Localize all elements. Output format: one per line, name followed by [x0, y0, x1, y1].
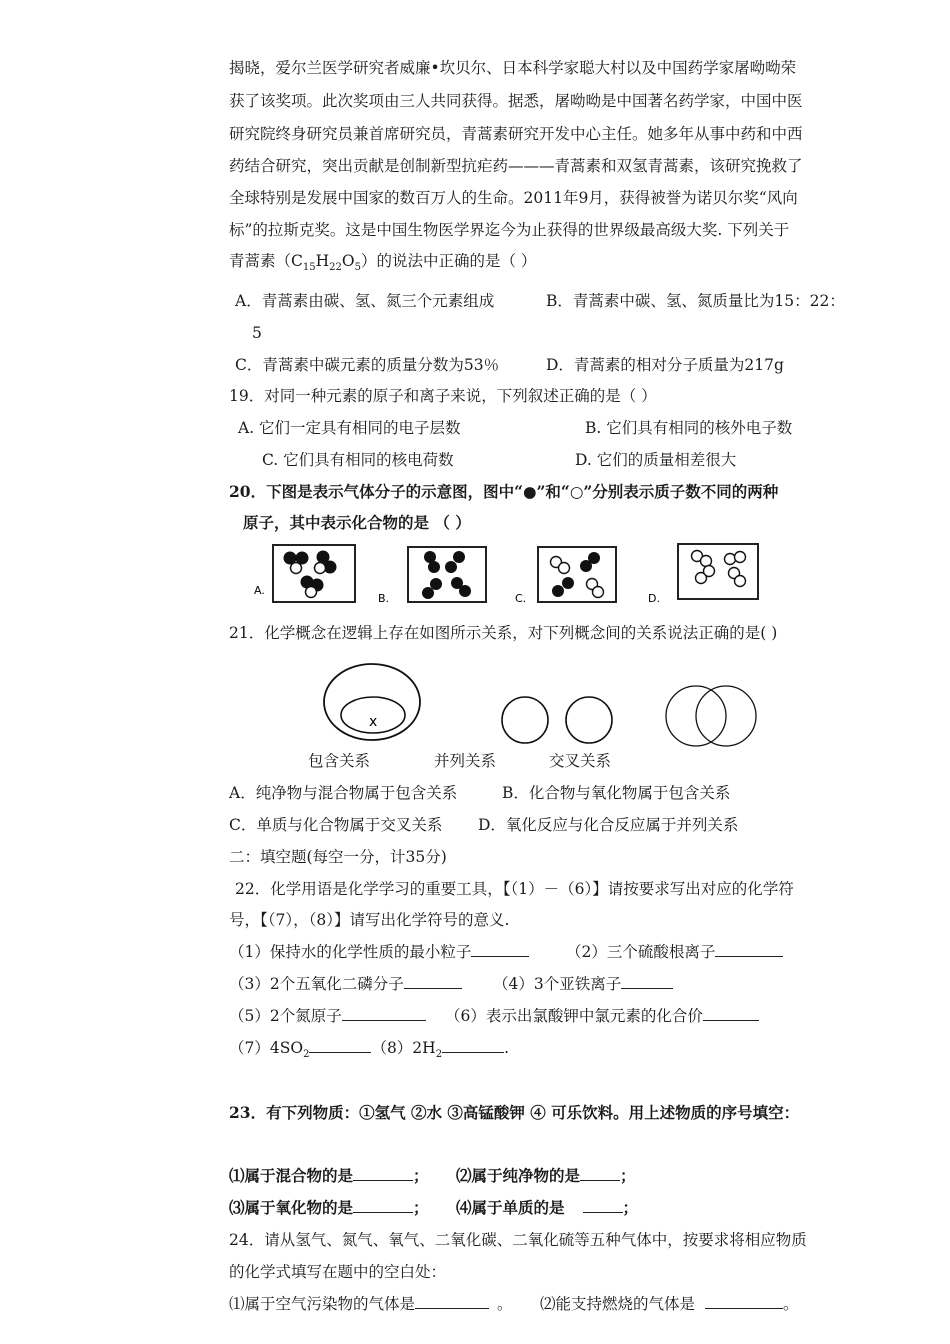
q23-part-2	[456, 1166, 636, 1186]
q23-stem: 23．有下列物质：①氢气 ②水 ③高锰酸钾 ④ 可乐饮料。用上述物质的序号填空：	[229, 1103, 800, 1122]
q22-item-2	[566, 942, 783, 962]
q22-blank-7[interactable]	[309, 1038, 371, 1053]
parallel-circle-left	[502, 697, 548, 743]
q22-item-7-8	[229, 1038, 509, 1065]
intro-line-6: 标”的拉斯克奖。这是中国生物医学界迄今为止获得的世界级最高级大奖. 下列关于	[229, 221, 790, 239]
intro-line-7	[229, 251, 536, 278]
q23-blank-1[interactable]	[353, 1166, 413, 1181]
q22-item-4	[493, 974, 673, 994]
formula-o: O	[341, 252, 355, 270]
q23-blank-3[interactable]	[353, 1198, 413, 1213]
q22-stem-line-1: 22．化学用语是化学学习的重要工具，【（1）－（6）】请按要求写出对应的化学符	[235, 880, 794, 898]
q22-blank-3[interactable]	[404, 974, 462, 989]
q24-part-1	[229, 1294, 513, 1314]
q22-blank-4[interactable]	[621, 974, 673, 989]
contain-x-label: x	[369, 714, 378, 730]
q19-option-d: D. 它们的质量相差很大	[575, 451, 737, 469]
formula-suffix: ）的说法中正确的是（ ）	[360, 252, 537, 270]
q23-sep-1: ；	[413, 1166, 429, 1185]
q18-option-a: A．青蒿素由碳、氢、氮三个元素组成	[235, 292, 495, 310]
q21-option-b: B．化合物与氧化物属于包含关系	[502, 784, 731, 802]
q22-stem-line-2: 号，【（7），（8）】请写出化学符号的意义.	[229, 911, 510, 929]
q21-option-d: D．氧化反应与化合反应属于并列关系	[478, 816, 739, 834]
q18-option-b-cont: 5	[252, 324, 262, 342]
q22-item-5	[229, 1006, 426, 1026]
q23-part-3-text: ⑶属于氧化物的是	[229, 1198, 354, 1217]
intro-line-4: 药结合研究，突出贡献是创制新型抗疟药———青蒿素和双氢青蒿素，该研究挽救了	[229, 157, 803, 175]
q22-blank-5[interactable]	[342, 1006, 426, 1021]
intro-line-5: 全球特别是发展中国家的数百万人的生命。2011年9月，获得被誉为诺贝尔奖“风向	[229, 189, 798, 207]
q22-item-7-sub: 2	[303, 1049, 310, 1061]
q23-sep-2: ；	[620, 1166, 636, 1185]
q22-item-5-text: （5）2个氮原子	[229, 1007, 342, 1025]
q20-box-a	[254, 545, 355, 602]
formula-sub-22: 22	[329, 262, 342, 274]
q20-box-d	[648, 544, 758, 605]
q24-blank-2[interactable]	[705, 1294, 783, 1309]
q22-item-2-text: （2）三个硫酸根离子	[566, 943, 716, 961]
q22-item-7-text: （7）4SO	[229, 1039, 304, 1057]
q20-stem-line-2: 原子，其中表示化合物的是 （ ）	[243, 513, 471, 532]
formula-sub-15: 15	[302, 262, 316, 274]
q22-item-4-text: （4）3个亚铁离子	[493, 975, 622, 993]
q20-box-c	[515, 547, 616, 605]
q24-stem-line-2: 的化学式填写在题中的空白处：	[229, 1263, 447, 1281]
q19-stem: 19．对同一种元素的原子和离子来说，下列叙述正确的是（ ）	[229, 387, 657, 405]
q21-option-a: A．纯净物与混合物属于包含关系	[229, 784, 458, 802]
intro-line-3: 研究院终身研究员兼首席研究员，青蒿素研究开发中心主任。她多年从事中药和中西	[229, 125, 803, 143]
q23-sep-4: ；	[622, 1198, 639, 1217]
q23-part-3	[229, 1198, 429, 1218]
q22-item-6	[445, 1006, 759, 1026]
q24-part-2	[540, 1294, 799, 1314]
q22-blank-6[interactable]	[703, 1006, 759, 1021]
q19-option-b: B. 它们具有相同的核外电子数	[585, 419, 793, 437]
q19-option-a: A. 它们一定具有相同的电子层数	[238, 419, 461, 437]
q21-option-c: C．单质与化合物属于交叉关系	[229, 816, 443, 834]
q18-option-b: B．青蒿素中碳、氢、氮质量比为15：22：	[546, 292, 845, 310]
label-cross: 交叉关系	[549, 752, 612, 770]
q24-stem-line-1: 24．请从氢气、氮气、氧气、二氧化碳、二氧化硫等五种气体中，按要求将相应物质	[229, 1231, 807, 1249]
q22-blank-2[interactable]	[715, 942, 783, 957]
q23-part-4-text: ⑷属于单质的是	[456, 1198, 565, 1217]
q22-item-6-text: （6）表示出氯酸钾中氯元素的化合价	[445, 1007, 703, 1025]
q23-part-2-text: ⑵属于纯净物的是	[456, 1166, 581, 1185]
q20-box-b	[378, 547, 486, 605]
section-two-heading: 二：填空题(每空一分，计35分)	[229, 848, 447, 866]
q24-part-1-text: ⑴属于空气污染物的气体是	[229, 1295, 416, 1313]
q22-blank-8[interactable]	[442, 1038, 504, 1053]
q22-item-8-text: （8）2H	[371, 1039, 436, 1057]
q20-molecule-diagrams	[250, 540, 780, 610]
q20-label-c: C.	[515, 592, 527, 605]
q22-item-3-text: （3）2个五氧化二磷分子	[229, 975, 404, 993]
q23-part-1	[229, 1166, 429, 1186]
label-contain: 包含关系	[308, 752, 371, 770]
q22-blank-1[interactable]	[471, 942, 529, 957]
q22-item-1-text: （1）保持水的化学性质的最小粒子	[229, 943, 472, 961]
formula-sub-5: 5	[354, 262, 361, 274]
q21-relation-diagrams	[300, 662, 780, 772]
intro-line-1: 揭晓，爱尔兰医学研究者威廉•坎贝尔、日本科学家聪大村以及中国药学家屠呦呦荣	[229, 59, 797, 77]
q21-stem: 21．化学概念在逻辑上存在如图所示关系，对下列概念间的关系说法正确的是( )	[229, 624, 778, 642]
formula-prefix: 青蒿素（C	[229, 252, 303, 270]
q19-option-c: C. 它们具有相同的核电荷数	[262, 451, 454, 469]
q23-blank-4[interactable]	[583, 1198, 623, 1213]
q23-blank-2[interactable]	[580, 1166, 620, 1181]
q20-stem-line-1: 20．下图是表示气体分子的示意图，图中“●”和“○”分别表示质子数不同的两种	[229, 482, 779, 501]
q23-part-4	[456, 1198, 638, 1218]
formula-h: H	[315, 252, 330, 270]
q24-part-1-end: 。	[497, 1295, 513, 1313]
q22-item-1	[229, 942, 529, 962]
q23-part-1-text: ⑴属于混合物的是	[229, 1166, 354, 1185]
q22-item-3	[229, 974, 462, 994]
parallel-circle-right	[566, 697, 612, 743]
q18-option-c: C．青蒿素中碳元素的质量分数为53％	[235, 356, 500, 374]
q23-sep-3: ；	[413, 1198, 429, 1217]
q22-item-8-end: .	[504, 1039, 509, 1057]
q24-blank-1[interactable]	[415, 1294, 489, 1309]
q20-label-d: D.	[648, 592, 660, 605]
q24-part-2-text: ⑵能支持燃烧的气体是	[540, 1295, 696, 1313]
intro-line-2: 获了该奖项。此次奖项由三人共同获得。据悉，屠呦呦是中国著名药学家，中国中医	[229, 92, 803, 110]
q22-item-8-sub: 2	[435, 1049, 443, 1061]
q20-label-a: A.	[254, 584, 265, 597]
q18-option-d: D．青蒿素的相对分子质量为217g	[546, 356, 784, 374]
label-parallel: 并列关系	[434, 752, 497, 770]
q24-part-2-end: 。	[783, 1295, 799, 1313]
q20-label-b: B.	[378, 592, 390, 605]
